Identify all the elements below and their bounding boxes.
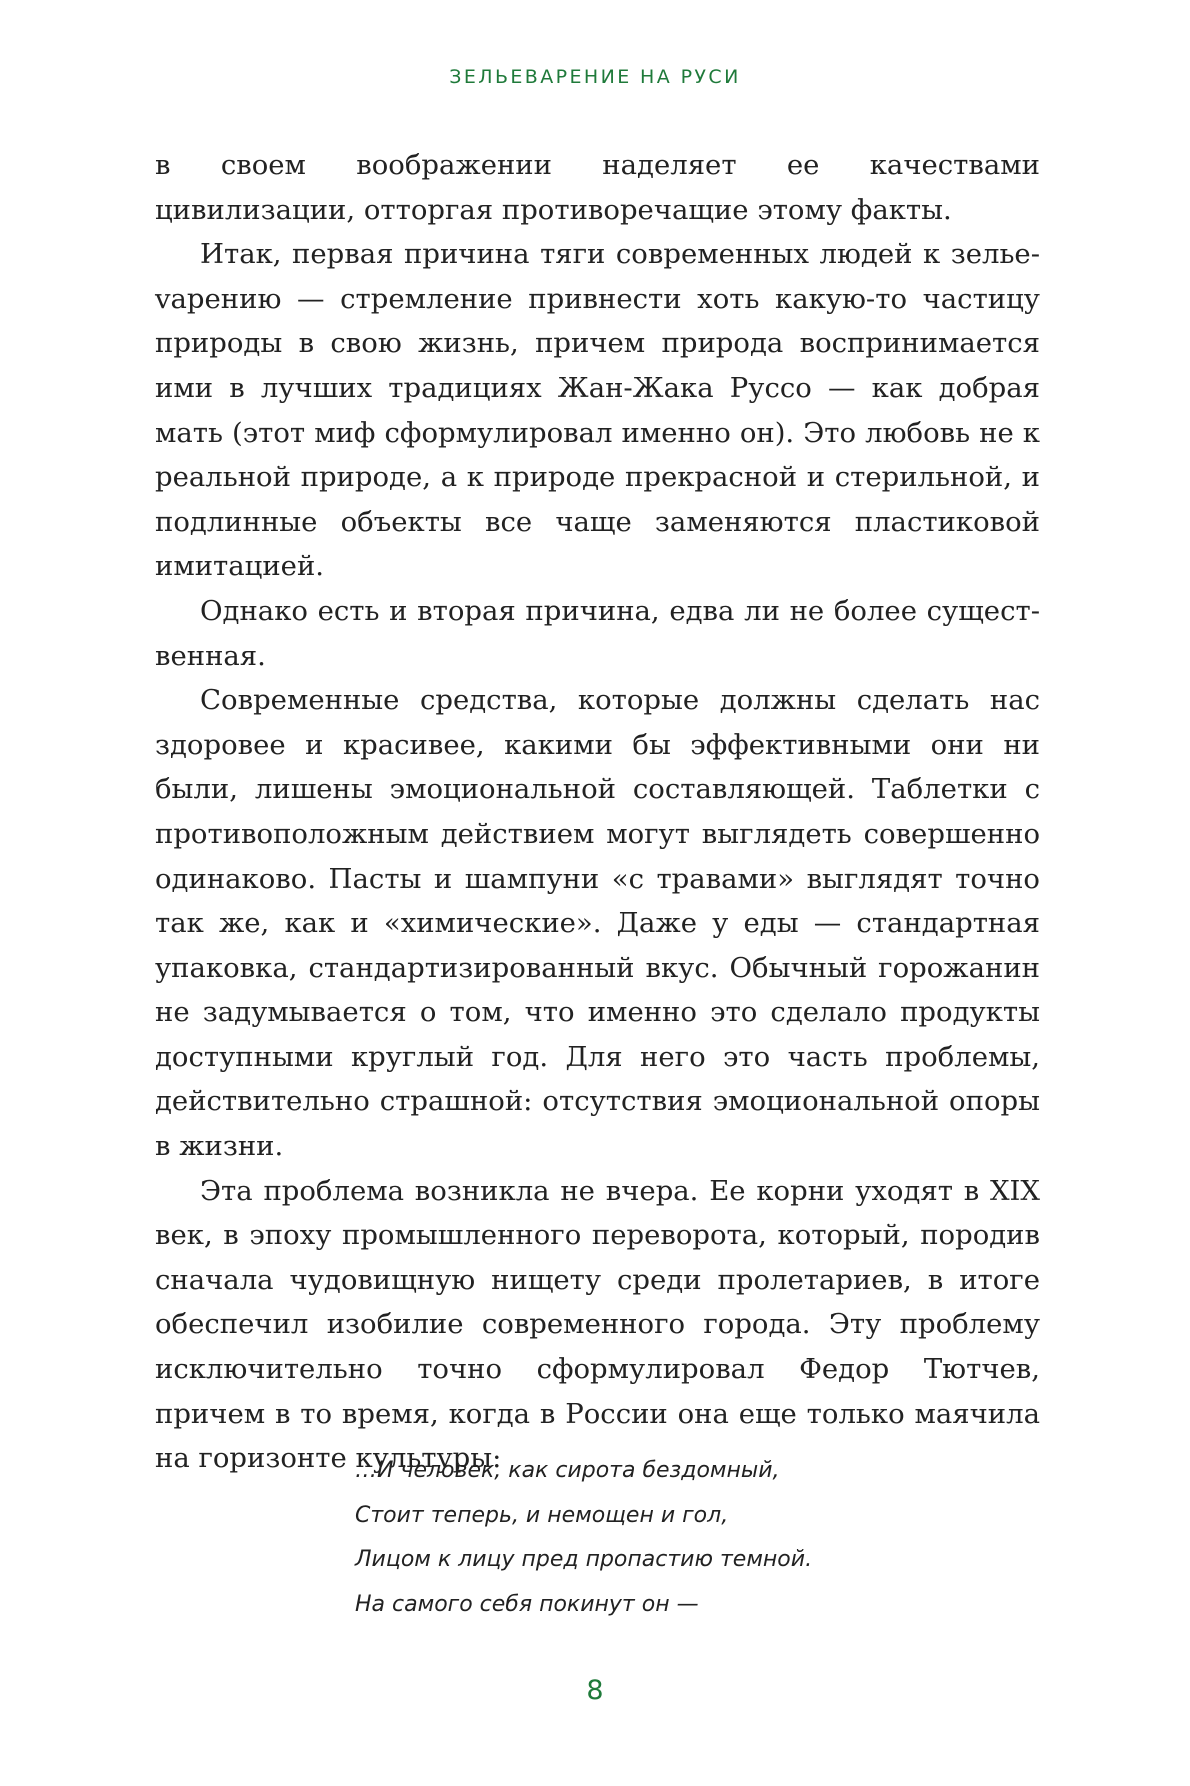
paragraph-1: в своем воображении наделяет ее качествами цивилизации, отторгая противоречащие этому факты. bbox=[155, 149, 1040, 226]
body-text bbox=[155, 143, 1040, 1481]
verse-line-3: Лицом к лицу пред пропастию темной. bbox=[355, 1547, 813, 1572]
page-number: 8 bbox=[586, 1675, 604, 1706]
verse-quote bbox=[355, 1449, 812, 1627]
paragraph-4: Современные средства, которые должны сделать нас здоровее и красивее, какими бы эффективными они ни были, лишены эмоциональной составляющей. Таблетки с противоположным действием могут выглядеть совершенно одинаково. Пасты и шампуни «с травами» выглядят точно так же, как и «химические». Даже у еды — стандартная упаковка, стандартизированный вкус. Обычный горожанин не задумывается о том, что именно это сделало продукты доступными круглый год. Для него это часть проблемы, действительно страшной: отсутствия эмоциональной опоры в жизни. bbox=[155, 684, 1040, 1163]
running-head: ЗЕЛЬЕВАРЕНИЕ НА РУСИ bbox=[449, 66, 741, 88]
paragraph-5: Эта проблема возникла не вчера. Ее корни уходят в XIX век, в эпоху промышленного переворота, который, породив сначала чудовищную нищету среди пролетариев, в итоге обеспечил изобилие современного города. Эту проблему исключительно точно сформулировал Федор Тютчев, причем в то время, когда в России она еще только маячила на горизонте культуры: bbox=[155, 1174, 1040, 1475]
verse-line-1: …И человек, как сирота бездомный, bbox=[355, 1458, 780, 1483]
verse-line-4: На самого себя покинут он — bbox=[355, 1591, 699, 1617]
paragraph-2: Итак, первая причина тяги современных людей к зельеvарению — стремление привнести хоть какую-то частицу природы в свою жизнь, причем природа воспринимается ими в лучших традициях Жан-Жака Руссо — как добрая мать (этот миф сформулировал именно он). Это любовь не к реальной природе, а к природе прекрасной и стерильной, и подлинные объекты все чаще заменяются пластиковой имитацией. bbox=[155, 238, 1040, 583]
verse-line-2: Стоит теперь, и немощен и гол, bbox=[355, 1502, 729, 1528]
paragraph-3: Однако есть и вторая причина, едва ли не более существенная. bbox=[155, 594, 1040, 672]
